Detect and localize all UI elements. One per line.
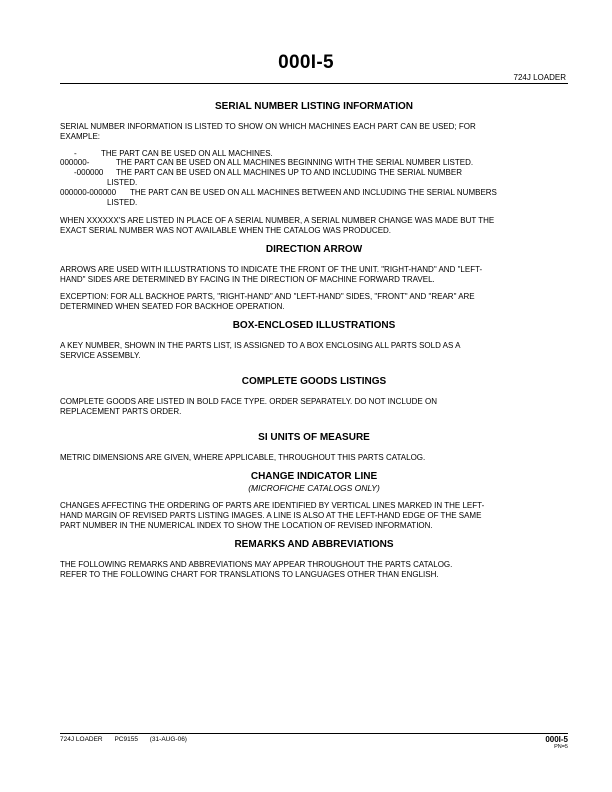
heading-si-units: SI UNITS OF MEASURE — [258, 432, 370, 443]
serial-example-code: -000000 — [74, 168, 104, 177]
footer-date: (31-AUG-06) — [149, 736, 187, 743]
box-paragraph: A KEY NUMBER, SHOWN IN THE PARTS LIST, IS ASSIGNED TO A BOX ENCLOSING ALL PARTS SOLD AS A SERVICE ASSEMBLY. — [60, 341, 461, 360]
serial-intro: SERIAL NUMBER INFORMATION IS LISTED TO SHOW ON WHICH MACHINES EACH PART CAN BE USED; FOR EXAMPLE: — [60, 122, 476, 141]
serial-example-text: THE PART CAN BE USED ON ALL MACHINES UP TO AND INCLUDING THE SERIAL NUMBER — [116, 168, 463, 177]
si-paragraph: METRIC DIMENSIONS ARE GIVEN, WHERE APPLICABLE, THROUGHOUT THIS PARTS CATALOG. — [60, 453, 426, 462]
footer-catalog: PC9155 — [114, 736, 138, 743]
heading-serial-number: SERIAL NUMBER LISTING INFORMATION — [215, 101, 413, 112]
change-paragraph: CHANGES AFFECTING THE ORDERING OF PARTS ARE IDENTIFIED BY VERTICAL LINES MARKED IN THE LEFT- HAND MARGIN OF REVISED PARTS LISTING IMAGES. A LINE IS ALSO AT THE LEFT-HAND EDGE OF THE SAME PART NUMBER IN THE NUMERICAL INDEX TO SHOW THE LOCATION OF REVISED INFORMATION. — [60, 501, 485, 530]
direction-paragraph: ARROWS ARE USED WITH ILLUSTRATIONS TO INDICATE THE FRONT OF THE UNIT. "RIGHT-HAND" AND "LEFT- HAND" SIDES ARE DETERMINED BY FACING IN THE DIRECTION OF MACHINE FORWARD TRAVEL. — [60, 265, 483, 284]
change-subheading: (MICROFICHE CATALOGS ONLY) — [248, 483, 380, 493]
serial-example-code: 000000- — [60, 158, 90, 167]
serial-example-code: - — [74, 149, 77, 158]
heading-box-enclosed: BOX-ENCLOSED ILLUSTRATIONS — [232, 320, 396, 331]
footer-model: 724J LOADER — [60, 736, 103, 743]
serial-example-continuation: LISTED. — [107, 178, 138, 187]
footer-pn: PN=5 — [554, 744, 568, 750]
page-title: 000I-5 — [278, 52, 334, 73]
serial-note: WHEN XXXXXX'S ARE LISTED IN PLACE OF A SERIAL NUMBER, A SERIAL NUMBER CHANGE WAS MADE BUT THE EXACT SERIAL NUMBER WAS NOT AVAILABLE WHEN THE CATALOG WAS PRODUCED. — [60, 216, 495, 235]
footer-info — [60, 736, 197, 743]
heading-remarks: REMARKS AND ABBREVIATIONS — [234, 539, 394, 550]
serial-example-code: 000000-000000 — [60, 188, 117, 197]
direction-exception: EXCEPTION: FOR ALL BACKHOE PARTS, "RIGHT-HAND" AND "LEFT-HAND" SIDES, "FRONT" AND "REAR" ARE DETERMINED WHEN SEATED FOR BACKHOE OPERATION. — [60, 292, 475, 311]
serial-example-text: THE PART CAN BE USED ON ALL MACHINES BEGINNING WITH THE SERIAL NUMBER LISTED. — [116, 158, 474, 167]
serial-example-text: THE PART CAN BE USED ON ALL MACHINES BETWEEN AND INCLUDING THE SERIAL NUMBERS — [130, 188, 497, 197]
header-rule — [60, 83, 568, 84]
footer-rule — [60, 733, 568, 734]
heading-complete-goods: COMPLETE GOODS LISTINGS — [241, 376, 387, 387]
header-model-label: 724J LOADER — [513, 73, 566, 82]
footer-page-number: 000I-5 — [545, 735, 568, 744]
heading-direction-arrow: DIRECTION ARROW — [265, 244, 363, 255]
heading-change-indicator: CHANGE INDICATOR LINE — [250, 471, 378, 482]
serial-example-text: THE PART CAN BE USED ON ALL MACHINES. — [101, 149, 273, 158]
serial-example-continuation: LISTED. — [107, 198, 138, 207]
remarks-paragraph: THE FOLLOWING REMARKS AND ABBREVIATIONS MAY APPEAR THROUGHOUT THE PARTS CATALOG. REFER TO THE FOLLOWING CHART FOR TRANSLATIONS TO LANGUAGES OTHER THAN ENGLISH. — [60, 560, 453, 579]
complete-paragraph: COMPLETE GOODS ARE LISTED IN BOLD FACE TYPE. ORDER SEPARATELY. DO NOT INCLUDE ON REPLACEMENT PARTS ORDER. — [60, 397, 437, 416]
